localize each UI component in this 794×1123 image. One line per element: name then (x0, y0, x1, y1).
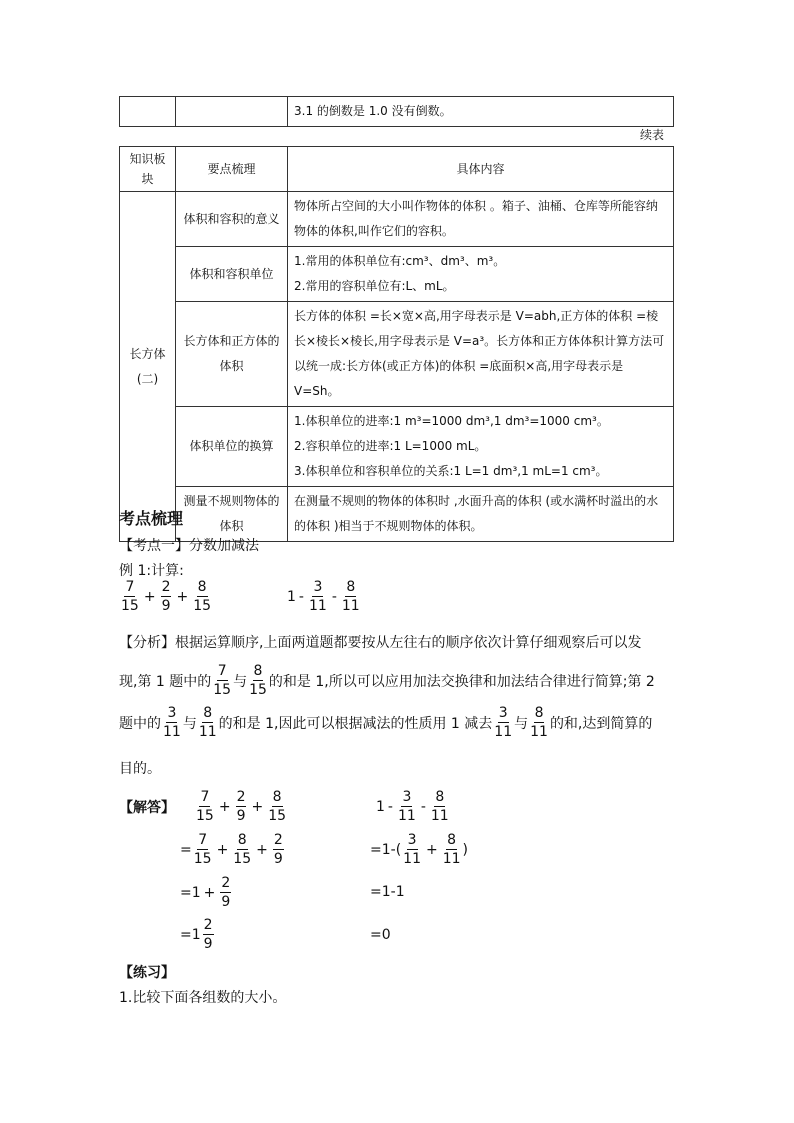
table-row (120, 407, 674, 487)
top-cell-2 (176, 97, 288, 127)
section-title: 考点梳理 (119, 509, 184, 528)
solution-right-4: =0 (370, 927, 391, 943)
example-label: 例 1:计算: (119, 563, 184, 579)
solution-right-1: 1 - $\frac{3}{11}$ - $\frac{8}{11}$ (376, 789, 449, 824)
table-row (120, 487, 674, 542)
point-one-heading: 【考点一】分数加减法 (119, 538, 259, 554)
fraction: $\frac{8}{15}$ (193, 579, 212, 614)
solution-right-2: =1-( $\frac{3}{11}$ + $\frac{8}{11}$ ) (370, 832, 469, 867)
content-cell: 1.体积单位的进率:1 m³=1000 dm³,1 dm³=1000 cm³。 2.容积单位的进率:1 L=1000 mL。 3.体积单位和容积单位的关系:1 L=1 dm³,1 mL=1 cm³。 (288, 407, 674, 487)
fraction: $\frac{7}{15}$ (121, 579, 139, 614)
fraction: $\frac{3}{11}$ (163, 705, 181, 740)
analysis-line-1: 【分析】根据运算顺序,上面两道题都要按从左往右的顺序依次计算仔细观察后可以发 (119, 635, 642, 651)
header-cell: 要点梳理 (176, 147, 288, 192)
header-cell: 具体内容 (288, 147, 674, 192)
fraction: $\frac{7}{15}$ (213, 663, 232, 698)
solution-left-1: $\frac{7}{15}$ + $\frac{2}{9}$ + $\frac{8}{15}$ (196, 789, 287, 824)
point-cell: 体积和容积单位 (176, 247, 288, 302)
solution-left-3: =1 + $\frac{2}{9}$ (180, 875, 231, 910)
solution-left-2: = $\frac{7}{15}$ + $\frac{8}{15}$ + $\frac{2}{9}$ (180, 832, 283, 867)
practice-label: 【练习】 (119, 965, 175, 981)
content-cell: 1.常用的体积单位有:cm³、dm³、m³。 2.常用的容积单位有:L、mL。 (288, 247, 674, 302)
continued-label: 续表 (640, 128, 665, 142)
answer-label: 【解答】 (119, 800, 175, 816)
point-cell: 测量不规则物体的体积 (176, 487, 288, 542)
solution-right-3: =1-1 (370, 884, 405, 900)
table-row (120, 247, 674, 302)
knowledge-table (119, 146, 674, 542)
content-cell: 长方体的体积 =长×宽×高,用字母表示是 V=abh,正方体的体积 =棱长×棱长×棱长,用字母表示是 V=a³。长方体和正方体体积计算方法可以统一成:长方体(或正方体)的体积 =底面积×高,用字母表示是 V=Sh。 (288, 302, 674, 407)
analysis-label: 【分析】 (119, 635, 175, 651)
top-table-fragment (119, 96, 674, 127)
fraction: $\frac{8}{11}$ (530, 705, 548, 740)
point-cell: 体积单位的换算 (176, 407, 288, 487)
analysis-line-3: 题中的 $\frac{3}{11}$ 与 $\frac{8}{11}$ 的和是 1,因此可以根据减法的性质用 1 减去 $\frac{3}{11}$ 与 $\frac{8}{11}$ 的和,达到简算的 (119, 705, 653, 740)
example-expression-1: $\frac{7}{15}$ + $\frac{2}{9}$ + $\frac{8}{15}$ (121, 579, 212, 614)
analysis-line-4: 目的。 (119, 761, 161, 777)
example-expression-2: 1 - $\frac{3}{11}$ - $\frac{8}{11}$ (287, 579, 360, 614)
table-row (120, 302, 674, 407)
table-header-row (120, 147, 674, 192)
fraction: $\frac{3}{11}$ (494, 705, 513, 740)
fraction: $\frac{3}{11}$ (308, 579, 327, 614)
section-name: 长方体(二) (120, 192, 176, 542)
fraction: $\frac{2}{9}$ (161, 579, 171, 614)
content-cell: 物体所占空间的大小叫作物体的体积 。箱子、油桶、仓库等所能容纳物体的体积,叫作它们的容积。 (288, 192, 674, 247)
top-cell-1 (120, 97, 176, 127)
solution-left-4: =1 $\frac{2}{9}$ (180, 917, 213, 952)
point-cell: 长方体和正方体的体积 (176, 302, 288, 407)
fraction: $\frac{8}{15}$ (249, 663, 267, 698)
content-cell: 在测量不规则的物体的体积时 ,水面升高的体积 (或水满杯时溢出的水的体积 )相当于不规则物体的体积。 (288, 487, 674, 542)
point-cell: 体积和容积的意义 (176, 192, 288, 247)
table-row (120, 192, 674, 247)
fraction: $\frac{8}{11}$ (198, 705, 217, 740)
fraction: $\frac{8}{11}$ (341, 579, 360, 614)
top-cell-3: 3.1 的倒数是 1.0 没有倒数。 (288, 97, 674, 127)
analysis-line-2: 现,第 1 题中的 $\frac{7}{15}$ 与 $\frac{8}{15}$ 的和是 1,所以可以应用加法交换律和加法结合律进行简算;第 2 (119, 663, 655, 698)
header-cell: 知识板块 (120, 147, 176, 192)
practice-item-1: 1.比较下面各组数的大小。 (119, 990, 287, 1006)
